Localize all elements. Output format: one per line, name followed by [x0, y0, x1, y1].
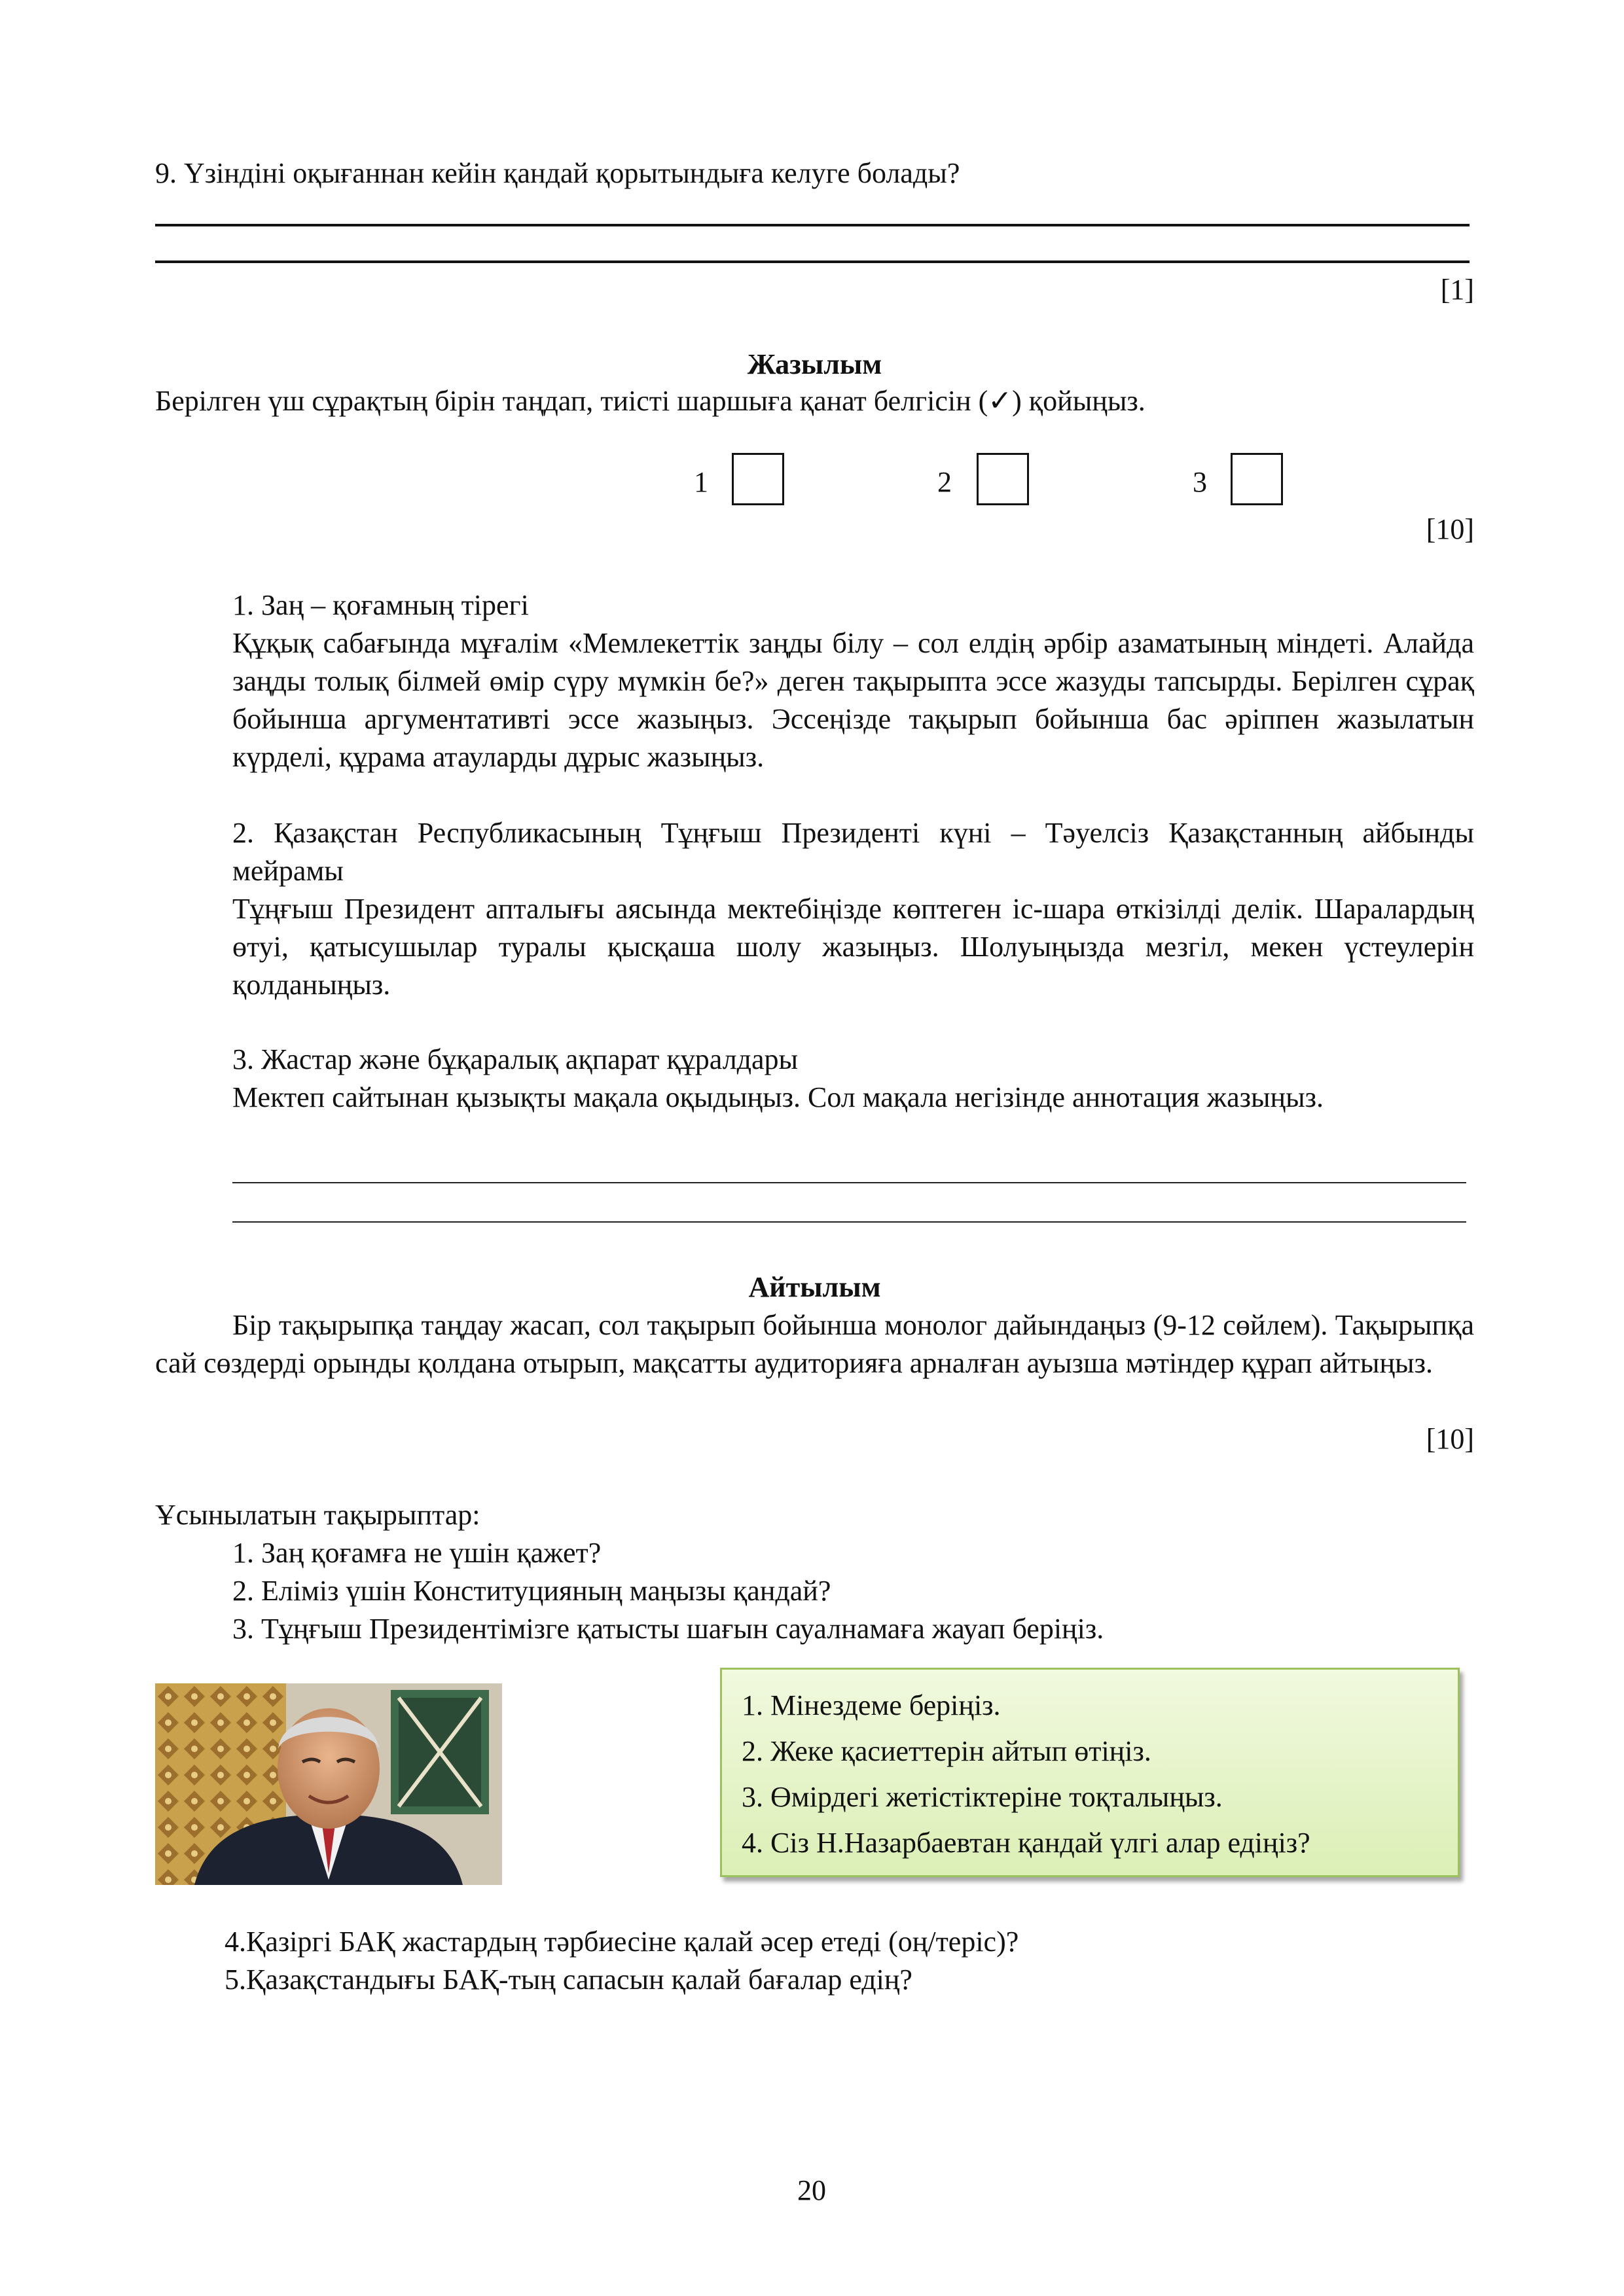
- choice-2-checkbox[interactable]: [977, 453, 1029, 505]
- writing-instruction: Берілген үш сұрақтың бірін таңдап, тиісті шаршыға қанат белгісін (✓) қойыңыз.: [155, 385, 1146, 417]
- topic-2-title: 2. Қазақстан Республикасының Тұңғыш Президенті күні – Тәуелсіз Қазақстанның айбынды мейрамы: [232, 817, 1474, 887]
- q9-score: [1]: [1440, 274, 1474, 306]
- speaking-question-4: 4. Сіз Н.Назарбаевтан қандай үлгі алар едіңіз?: [742, 1827, 1310, 1859]
- choice-1-checkbox[interactable]: [732, 453, 784, 505]
- topic-3-body: Мектеп сайтынан қызықты мақала оқыдыңыз. Сол мақала негізінде аннотация жазыңыз.: [232, 1081, 1324, 1113]
- topic-2-body: Тұңғыш Президент апталығы аясында мектебіңізде көптеген іс-шара өткізілді делік. Шаралардың өтуі, қатысушылар туралы қысқаша шолу жазыңыз. Шолуыңызда мезгіл, мекен үстеулерін қолданыңыз.: [232, 893, 1474, 1001]
- question-9: 9. Үзіндіні оқығаннан кейін қандай қорытындыға келуге болады?: [155, 157, 960, 189]
- speaking-topic-2: 2. Еліміз үшін Конституцияның маңызы қандай?: [232, 1575, 831, 1607]
- choice-1-label: 1: [694, 466, 708, 498]
- speaking-body: Бір тақырыпқа таңдау жасап, сол тақырып бойынша монолог дайындаңыз (9-12 сөйлем). Тақырыпқа сай сөздерді орынды қолдана отырып, мақсатты аудиторияға арналған ауызша мәтіндер құрап айтыңыз.: [155, 1309, 1474, 1379]
- topic-3-answer-line-1[interactable]: [232, 1182, 1466, 1183]
- speaking-heading: Айтылым: [748, 1271, 881, 1303]
- topic-1-body: Құқық сабағында мұғалім «Мемлекеттік заңды білу – сол елдің әрбір азаматының міндеті. Алайда заңды толық білмей өмір сүру мүмкін бе?» деген тақырыпта эссе жазуды тапсырды. Берілген сұрақ бойынша аргументативті эссе жазыңыз. Эссеңізде тақырып бойынша бас әріппен жазылатын күрделі, құрама атауларды дұрыс жазыңыз.: [232, 627, 1474, 773]
- topic-3-answer-line-2[interactable]: [232, 1221, 1466, 1223]
- speaking-question-2: 2. Жеке қасиеттерін айтып өтіңіз.: [742, 1735, 1151, 1767]
- choice-3-checkbox[interactable]: [1231, 453, 1283, 505]
- topic-1-title: 1. Заң – қоғамның тірегі: [232, 589, 529, 621]
- answer-line-2[interactable]: [155, 260, 1470, 263]
- speaking-question-1: 1. Мінездеме беріңіз.: [742, 1689, 1001, 1721]
- choice-3-label: 3: [1193, 466, 1207, 498]
- topics-label: Ұсынылатын тақырыптар:: [155, 1499, 480, 1531]
- speaking-topic-4: 4.Қазіргі БАҚ жастардың тәрбиесіне қалай әсер етеді (оң/теріс)?: [225, 1926, 1019, 1958]
- choice-2-label: 2: [937, 466, 952, 498]
- speaking-question-3: 3. Өмірдегі жетістіктеріне тоқталыңыз.: [742, 1781, 1223, 1813]
- topic-3-title: 3. Жастар және бұқаралық ақпарат құралдары: [232, 1043, 799, 1075]
- speaking-topic-3: 3. Тұңғыш Президентімізге қатысты шағын сауалнамаға жауап беріңіз.: [232, 1613, 1104, 1645]
- speaking-score: [10]: [1426, 1423, 1474, 1455]
- speaking-topic-5: 5.Қазақстандығы БАҚ-тың сапасын қалай бағалар едің?: [225, 1964, 912, 1996]
- writing-score: [10]: [1426, 513, 1474, 545]
- portrait-photo: [155, 1683, 502, 1885]
- speaking-questions-box: [720, 1668, 1460, 1877]
- answer-line-1[interactable]: [155, 224, 1470, 226]
- page-number: 20: [797, 2174, 826, 2206]
- speaking-topic-1: 1. Заң қоғамға не үшін қажет?: [232, 1537, 602, 1569]
- writing-heading: Жазылым: [747, 348, 882, 380]
